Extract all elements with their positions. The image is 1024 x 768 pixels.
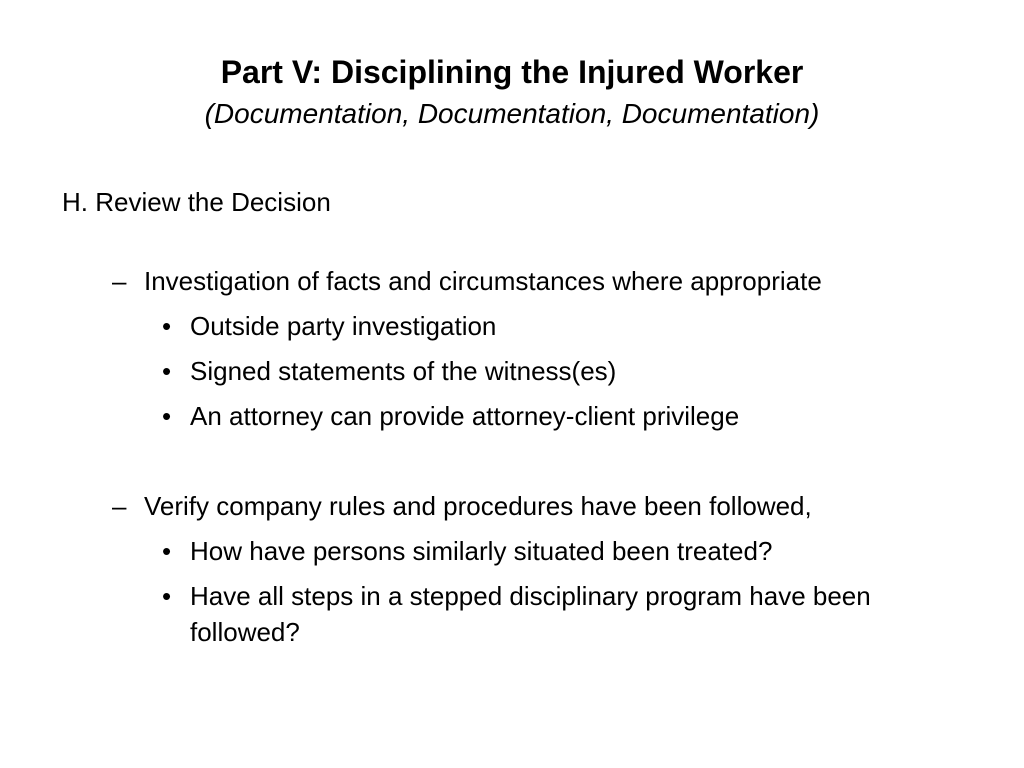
subpoint-text: Outside party investigation [190, 311, 497, 341]
point-text: Investigation of facts and circumstances where appropriate [144, 266, 822, 296]
bullet-marker: • [162, 356, 172, 386]
section-heading: H. Review the Decision [62, 187, 331, 217]
bullet-marker: • [162, 536, 172, 566]
dash-marker: – [112, 266, 127, 296]
slide-subtitle: (Documentation, Documentation, Documentation) [204, 98, 820, 129]
bullet-marker: • [162, 311, 172, 341]
subpoint-text: How have persons similarly situated been treated? [190, 536, 773, 566]
subpoint-1-3 [162, 398, 942, 434]
subpoint-text: Have all steps in a stepped disciplinary program have been followed? [190, 581, 871, 647]
point-1 [112, 263, 822, 299]
subpoint-2-1 [162, 533, 942, 569]
point-2 [112, 488, 812, 524]
subpoint-text: An attorney can provide attorney-client privilege [190, 401, 740, 431]
subpoint-2-2 [162, 578, 922, 650]
bullet-marker: • [162, 401, 172, 431]
subpoint-1-2 [162, 353, 942, 389]
point-text: Verify company rules and procedures have been followed, [144, 491, 812, 521]
slide-title: Part V: Disciplining the Injured Worker [220, 54, 804, 90]
subpoint-1-1 [162, 308, 942, 344]
dash-marker: – [112, 491, 127, 521]
subpoint-text: Signed statements of the witness(es) [190, 356, 617, 386]
bullet-marker: • [162, 581, 172, 611]
title-block [60, 50, 964, 134]
